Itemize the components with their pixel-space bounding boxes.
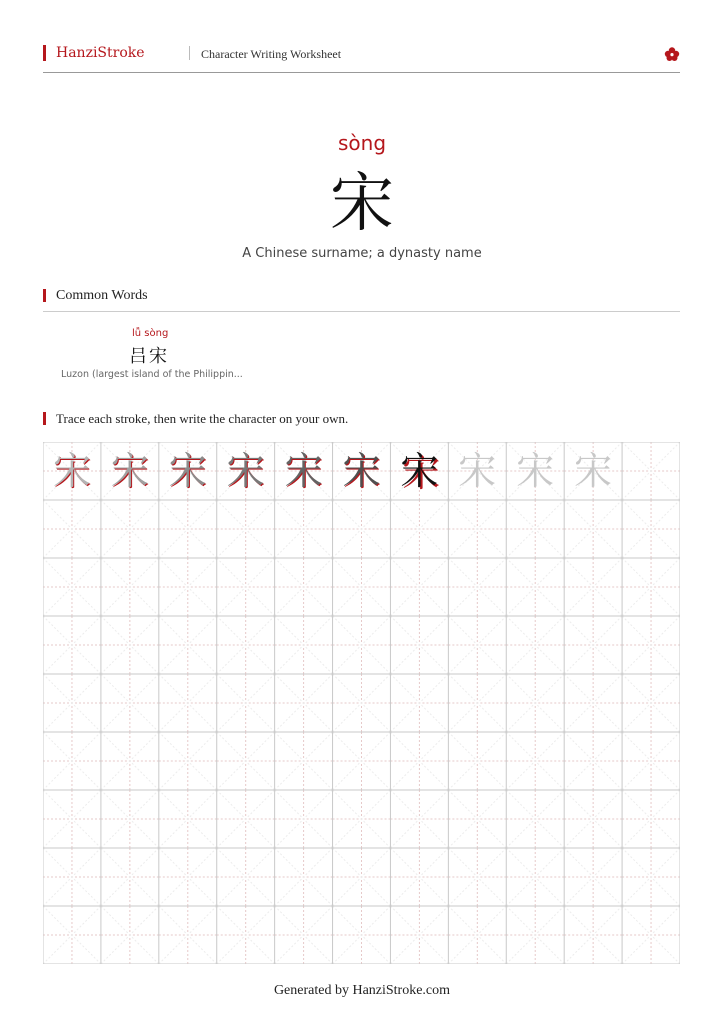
brand-name[interactable]: HanziStroke [56,45,145,61]
common-word-hanzi: 吕宋 [129,346,169,367]
character-meaning: A Chinese surname; a dynasty name [242,246,482,261]
worksheet-header [43,44,680,64]
trace-character: 宋 [574,449,613,493]
trace-character: 宋 [458,449,497,493]
common-words-title: Common Words [56,288,148,303]
stroke-step-7: 宋 [400,449,439,493]
stroke-step-1: 宋 [52,449,91,493]
header-divider [43,72,680,73]
header-separator [189,46,190,60]
common-words-divider [43,311,680,312]
footer-credit: Generated by HanziStroke.com [273,983,451,998]
section-accent-bar [43,412,46,425]
stroke-step-6: 宋 [342,449,381,493]
practice-grid[interactable] [43,442,680,964]
trace-character: 宋 [516,449,555,493]
stroke-step-5: 宋 [284,449,323,493]
stroke-step-3: 宋 [168,449,207,493]
grid-lines [43,442,680,964]
character-hanzi: 宋 [330,167,394,241]
section-accent-bar [43,289,46,302]
character-pinyin: sòng [337,131,387,155]
worksheet-subtitle: Character Writing Worksheet [201,47,342,61]
practice-instruction: Trace each stroke, then write the character on your own. [56,411,349,426]
common-word-definition: Luzon (largest island of the Philippin... [61,369,243,380]
flower-icon[interactable] [664,46,680,62]
common-word-pinyin: lǚ sòng [132,328,169,339]
stroke-step-2: 宋 [110,449,149,493]
brand-accent-bar [43,45,46,61]
stroke-step-4: 宋 [226,449,265,493]
